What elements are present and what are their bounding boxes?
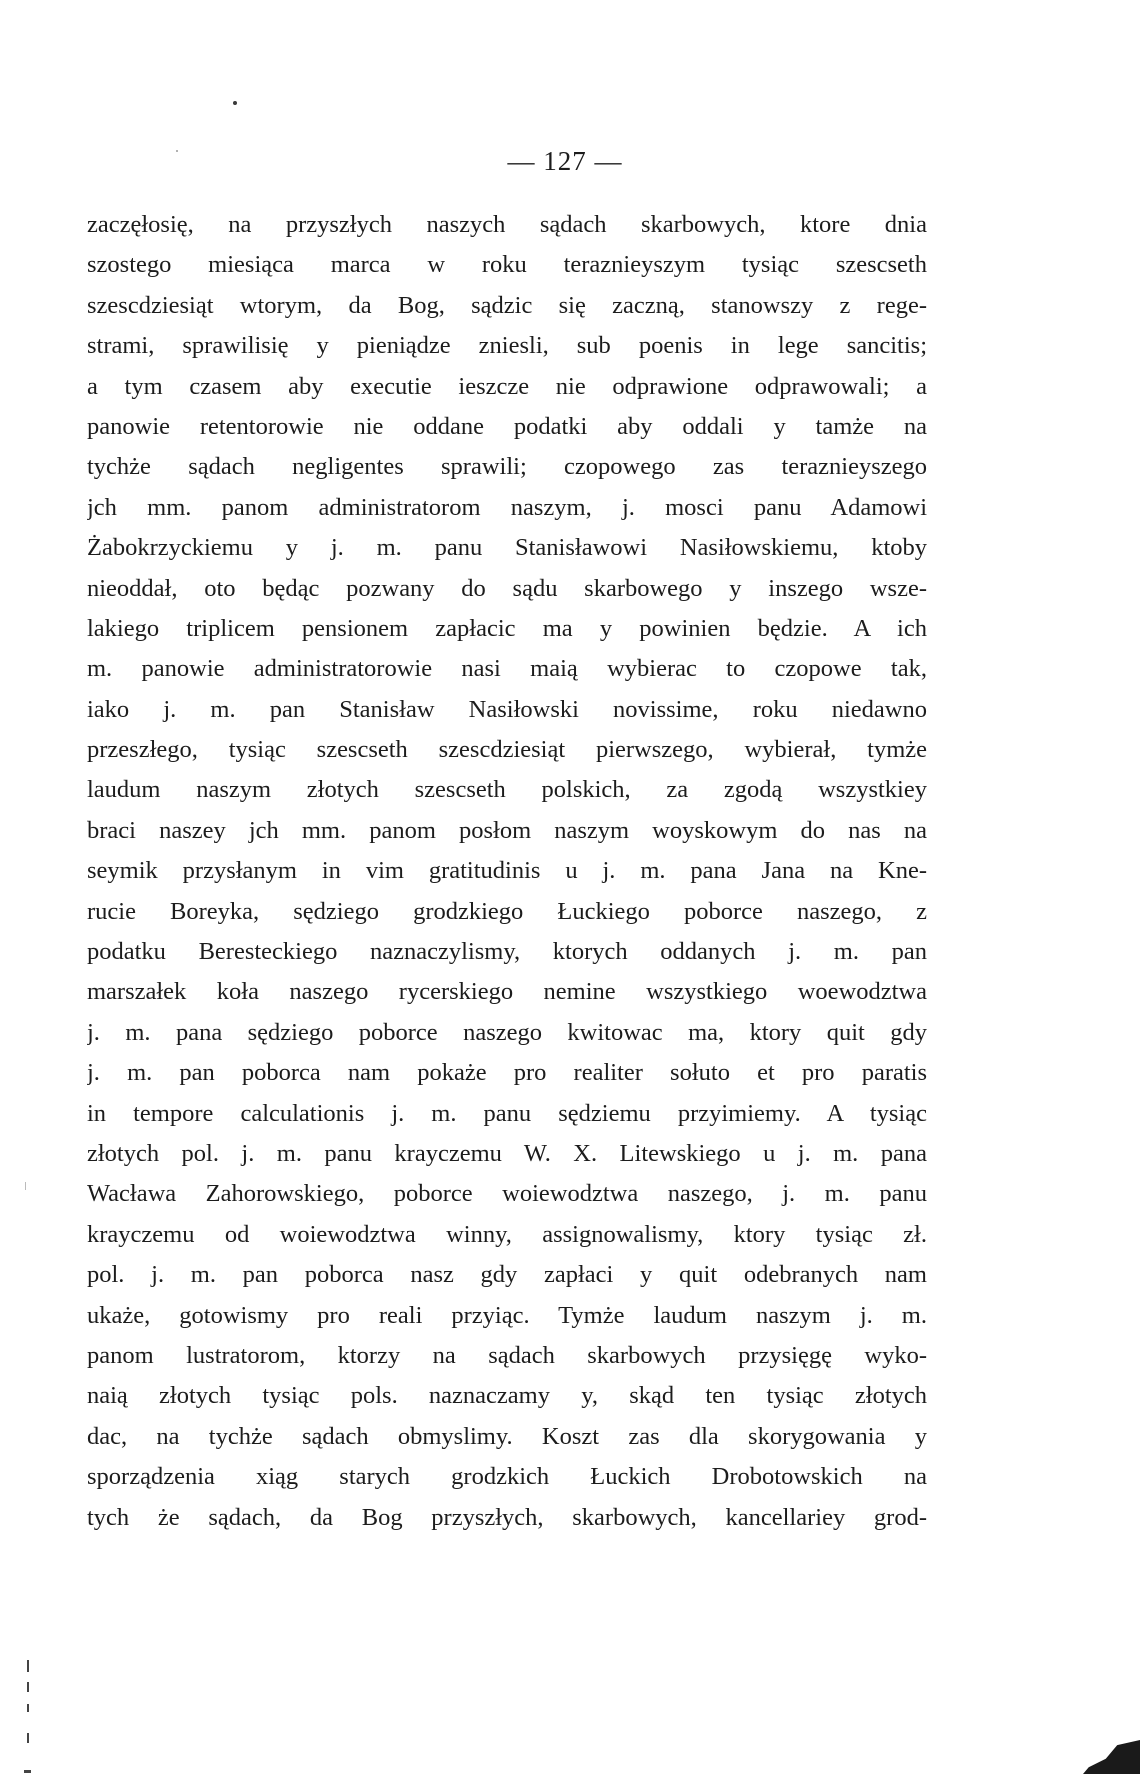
text-line: j. m. pana sędziego poborce naszego kwitowac ma, ktory quit gdy (87, 1018, 927, 1046)
text-line: tych że sądach, da Bog przyszłych, skarbowych, kancellariey grod- (87, 1503, 927, 1531)
text-line: krayczemu od woiewodztwa winny, assignowalismy, ktory tysiąc zł. (87, 1220, 927, 1248)
margin-mark (27, 1682, 29, 1692)
text-line: przeszłego, tysiąc szescseth szescdziesiąt pierwszego, wybierał, tymże (87, 736, 927, 764)
text-line: j. m. pan poborca nam pokaże pro realiter sołuto et pro paratis (87, 1059, 927, 1087)
text-line: strami, sprawilisię y pieniądze zniesli, sub poenis in lege sancitis; (87, 332, 927, 360)
text-line: tychże sądach negligentes sprawili; czopowego zas teraznieyszego (87, 453, 927, 481)
text-line: naią złotych tysiąc pols. naznaczamy y, skąd ten tysiąc złotych (87, 1382, 927, 1410)
margin-mark (24, 1770, 31, 1773)
text-line: ukaże, gotowismy pro reali przyiąc. Tymże laudum naszym j. m. (87, 1301, 927, 1329)
text-line: Wacława Zahorowskiego, poborce woiewodztwa naszego, j. m. panu (87, 1180, 927, 1208)
margin-mark (27, 1733, 29, 1743)
margin-mark (27, 1704, 29, 1712)
text-line: nieoddał, oto będąc pozwany do sądu skarbowego y inszego wsze- (87, 574, 927, 602)
text-line: jch mm. panom administratorom naszym, j. mosci panu Adamowi (87, 493, 927, 521)
text-line: in tempore calculationis j. m. panu sędziemu przyimiemy. A tysiąc (87, 1099, 927, 1127)
text-line: panom lustratorom, ktorzy na sądach skarbowych przysięgę wyko- (87, 1341, 927, 1369)
text-line: szostego miesiąca marca w roku teraznieyszym tysiąc szescseth (87, 251, 927, 279)
text-line: panowie retentorowie nie oddane podatki aby oddali y tamże na (87, 412, 927, 440)
text-line: rucie Boreyka, sędziego grodzkiego Łuckiego poborce naszego, z (87, 897, 927, 925)
text-line: braci naszey jch mm. panom posłom naszym woyskowym do nas na (87, 816, 927, 844)
text-line: dac, na tychże sądach obmyslimy. Koszt zas dla skorygowania y (87, 1422, 927, 1450)
print-speck (233, 101, 237, 105)
text-line: lakiego triplicem pensionem zapłacic ma y powinien będzie. A ich (87, 614, 927, 642)
text-line: sporządzenia xiąg starych grodzkich Łuckich Drobotowskich na (87, 1463, 927, 1491)
text-line: iako j. m. pan Stanisław Nasiłowski novissime, roku niedawno (87, 695, 927, 723)
text-line: seymik przysłanym in vim gratitudinis u j. m. pana Jana na Kne- (87, 857, 927, 885)
margin-mark (27, 1660, 29, 1672)
corner-smudge (1083, 1740, 1140, 1774)
text-line: m. panowie administratorowie nasi maią wybierac to czopowe tak, (87, 655, 927, 683)
text-line: a tym czasem aby executie ieszcze nie odprawione odprawowali; a (87, 372, 927, 400)
text-line: marszałek koła naszego rycerskiego nemine wszystkiego woewodztwa (87, 978, 927, 1006)
text-line: laudum naszym złotych szescseth polskich, za zgodą wszystkiey (87, 776, 927, 804)
page-text (87, 205, 927, 1538)
text-line: zaczęłosię, na przyszłych naszych sądach skarbowych, ktore dnia (87, 211, 927, 238)
text-line: Żabokrzyckiemu y j. m. panu Stanisławowi Nasiłowskiemu, ktoby (87, 534, 927, 562)
margin-mark (25, 1182, 26, 1190)
page-number: — 127 — (507, 146, 623, 176)
text-line: podatku Beresteckiego naznaczylismy, ktorych oddanych j. m. pan (87, 938, 927, 966)
text-line: szescdziesiąt wtorym, da Bog, sądzic się zaczną, stanowszy z rege- (87, 291, 927, 319)
text-line: pol. j. m. pan poborca nasz gdy zapłaci y quit odebranych nam (87, 1261, 927, 1289)
text-line: złotych pol. j. m. panu krayczemu W. X. Litewskiego u j. m. pana (87, 1139, 927, 1167)
